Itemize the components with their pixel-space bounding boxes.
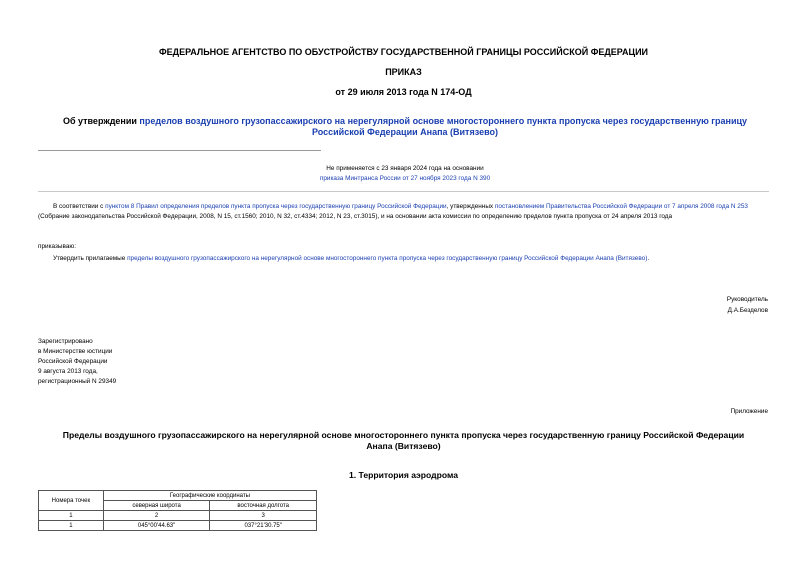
appendix-title: Пределы воздушного грузопассажирского на нерегулярной основе многостороннего пункта пропуска через государственную границу Российской Федерации bbox=[62, 430, 745, 440]
cell-longitude: 037°21'30.75" bbox=[210, 521, 317, 531]
appendix-label: Приложение bbox=[730, 408, 768, 415]
registration-line: в Министерстве юстиции bbox=[38, 348, 113, 355]
divider-full bbox=[38, 191, 769, 192]
doc-type: ПРИКАЗ bbox=[385, 67, 422, 77]
approve-text-b: . bbox=[647, 255, 650, 262]
approve-paragraph bbox=[53, 255, 769, 262]
registration-line: Российской Федерации bbox=[38, 358, 108, 365]
header-point-number: Номера точек bbox=[39, 491, 104, 511]
doc-date: от 29 июля 2013 года N 174-ОД bbox=[335, 87, 472, 97]
cell-point: 1 bbox=[39, 521, 104, 531]
order-word: приказываю: bbox=[38, 243, 76, 250]
table-row bbox=[39, 521, 317, 531]
registration-block bbox=[38, 337, 116, 387]
signatory-role: Руководитель bbox=[726, 296, 768, 303]
order-title bbox=[60, 116, 750, 138]
column-number: 2 bbox=[103, 511, 210, 521]
header-latitude: северная широта bbox=[103, 501, 210, 511]
order-title-link[interactable]: пределов воздушного грузопассажирского на нерегулярной основе многостороннего пункта пропуска через государственную границу Российской Федерации Анапа (Витязево) bbox=[139, 116, 748, 137]
limits-link[interactable]: пределы воздушного грузопассажирского на нерегулярной основе многостороннего пункта пропуска через государственную границу Российской Федерации Анапа (Витязево) bbox=[127, 255, 648, 262]
header-coordinates: Географические координаты bbox=[103, 491, 316, 501]
government-decree-link[interactable]: постановлением Правительства Российской Федерации от 7 апреля 2008 года N 253 bbox=[494, 203, 748, 210]
registration-line: регистрационный N 29349 bbox=[38, 378, 117, 385]
preamble-text-b: , утвержденных bbox=[446, 203, 495, 210]
registration-line: Зарегистрировано bbox=[38, 338, 93, 345]
preamble-paragraph bbox=[38, 202, 769, 222]
status-note-link[interactable]: приказа Минтранса России от 27 ноября 2023 года N 390 bbox=[319, 175, 491, 182]
signatory-name: Д.А.Безделов bbox=[727, 307, 768, 314]
registration-line: 9 августа 2013 года, bbox=[38, 368, 98, 375]
preamble-text-a: В соответствии с bbox=[53, 203, 106, 210]
rules-link[interactable]: пунктом 8 Правил определения пределов пункта пропуска через государственную границу Российской Федерации bbox=[105, 203, 447, 210]
agency-title: ФЕДЕРАЛЬНОЕ АГЕНТСТВО ПО ОБУСТРОЙСТВУ ГОСУДАРСТВЕННОЙ ГРАНИЦЫ РОССИЙСКОЙ ФЕДЕРАЦИИ bbox=[158, 47, 649, 57]
column-number: 3 bbox=[210, 511, 317, 521]
approve-text-a: Утвердить прилагаемые bbox=[53, 255, 128, 262]
preamble-text-c: (Собрание законодательства Российской Федерации, 2008, N 15, ст.1560; 2010, N 32, ст.4334; 2012, N 23, ст.3015), и на основании акта комиссии по определению пределов пункта пропуска от 24 апреля 2013 года bbox=[38, 213, 673, 220]
status-note: Не применяется с 23 января 2024 года на основании bbox=[326, 165, 484, 172]
divider-short bbox=[38, 150, 321, 151]
column-number: 1 bbox=[39, 511, 104, 521]
coordinates-table bbox=[38, 490, 317, 531]
cell-latitude: 045°00'44.63" bbox=[103, 521, 210, 531]
section-heading: 1. Территория аэродрома bbox=[349, 470, 458, 480]
header-longitude: восточная долгота bbox=[210, 501, 317, 511]
appendix-title-line2: Анапа (Витязево) bbox=[366, 441, 441, 451]
order-title-prefix: Об утверждении bbox=[62, 116, 140, 126]
